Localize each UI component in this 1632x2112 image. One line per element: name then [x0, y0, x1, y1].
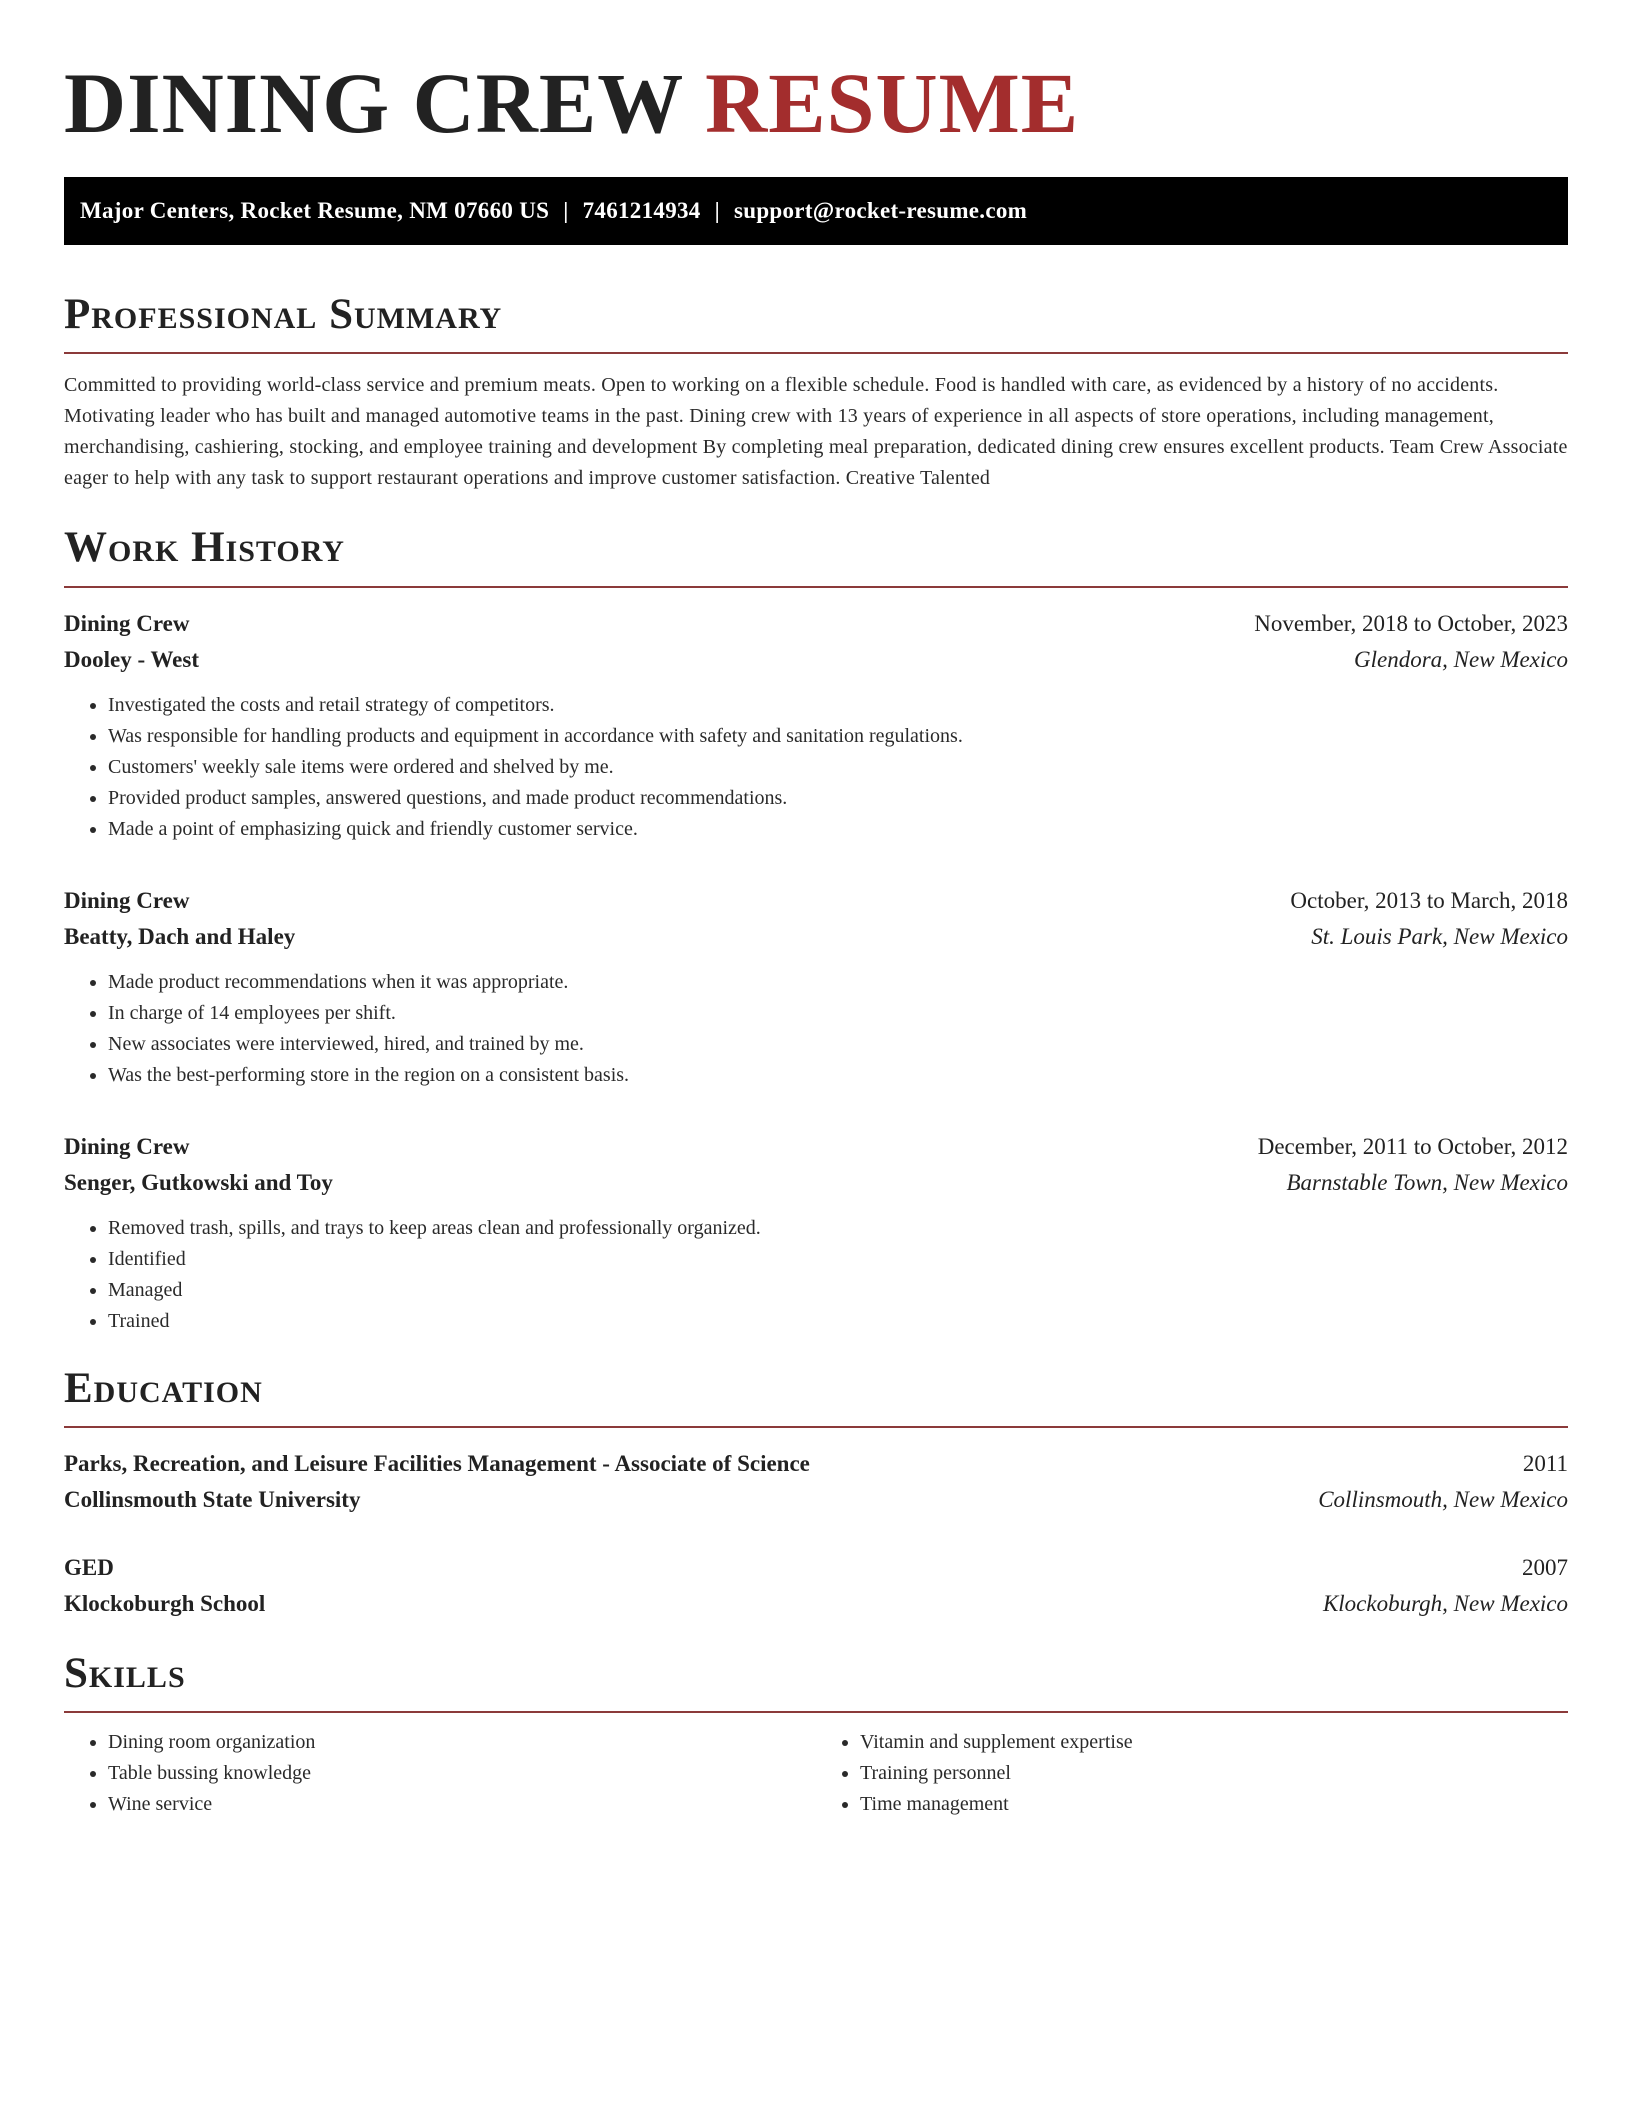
job-dates: October, 2013 to March, 2018 [1290, 887, 1568, 913]
job-dates: November, 2018 to October, 2023 [1254, 610, 1568, 636]
education-school-row [64, 1482, 1568, 1518]
job-title: Dining Crew [64, 610, 190, 636]
job-company: Senger, Gutkowski and Toy [64, 1169, 333, 1195]
job-title-row [64, 606, 1568, 642]
contact-phone: 7461214934 [582, 198, 701, 224]
title-accent: RESUME [705, 55, 1080, 151]
skills-column-left [64, 1727, 816, 1820]
education-degree-row [64, 1550, 1568, 1586]
education-year: 2011 [1522, 1451, 1568, 1477]
job-bullets [64, 1213, 1568, 1337]
list-item: • Was the best-performing store in the region on a consistent basis. [108, 1060, 1568, 1091]
skills-grid [64, 1727, 1568, 1820]
work-history-heading: Work History [64, 524, 1568, 587]
education-school-row [64, 1586, 1568, 1622]
list-item: • Was responsible for handling products and equipment in accordance with safety and sanitation regulations. [108, 721, 1568, 752]
job-company: Beatty, Dach and Haley [64, 923, 296, 949]
job-company: Dooley - West [64, 646, 200, 672]
skill-item: • Training personnel [860, 1758, 1568, 1789]
education-entry [64, 1446, 1568, 1518]
list-item: • Identified [108, 1244, 1568, 1275]
job-location: Glendora, New Mexico [1354, 646, 1568, 672]
skill-item: • Vitamin and supplement expertise [860, 1727, 1568, 1758]
list-item: • Made product recommendations when it was appropriate. [108, 967, 1568, 998]
education-degree: GED [64, 1555, 114, 1581]
job-title: Dining Crew [64, 887, 190, 913]
list-item: • Customers' weekly sale items were ordered and shelved by me. [108, 752, 1568, 783]
list-item: • Investigated the costs and retail strategy of competitors. [108, 690, 1568, 721]
skill-item: • Wine service [108, 1789, 816, 1820]
education-school: Klockoburgh School [64, 1591, 266, 1617]
job-company-row [64, 642, 1568, 678]
resume-title [64, 52, 1568, 155]
skill-item: • Table bussing knowledge [108, 1758, 816, 1789]
contact-separator: | [563, 198, 569, 224]
contact-bar [64, 177, 1568, 245]
education-entry [64, 1550, 1568, 1622]
job-title-row [64, 883, 1568, 919]
skills-heading: Skills [64, 1650, 1568, 1713]
job-entry [64, 606, 1568, 845]
summary-heading: Professional Summary [64, 291, 1568, 354]
skill-item: • Time management [860, 1789, 1568, 1820]
list-item: • In charge of 14 employees per shift. [108, 998, 1568, 1029]
job-dates: December, 2011 to October, 2012 [1257, 1133, 1568, 1159]
job-bullets [64, 690, 1568, 845]
job-company-row [64, 919, 1568, 955]
skills-column-right [816, 1727, 1568, 1820]
job-location: St. Louis Park, New Mexico [1311, 923, 1568, 949]
job-entry [64, 883, 1568, 1091]
education-location: Collinsmouth, New Mexico [1318, 1487, 1568, 1513]
job-title-row [64, 1129, 1568, 1165]
education-school: Collinsmouth State University [64, 1487, 361, 1513]
list-item: • Provided product samples, answered questions, and made product recommendations. [108, 783, 1568, 814]
list-item: • Trained [108, 1306, 1568, 1337]
list-item: • Made a point of emphasizing quick and friendly customer service. [108, 814, 1568, 845]
education-year: 2007 [1522, 1555, 1568, 1581]
education-location: Klockoburgh, New Mexico [1322, 1591, 1568, 1617]
education-degree: Parks, Recreation, and Leisure Facilities Management - Associate of Science [64, 1451, 810, 1477]
contact-address: Major Centers, Rocket Resume, NM 07660 US [80, 198, 550, 224]
list-item: • New associates were interviewed, hired, and trained by me. [108, 1029, 1568, 1060]
title-name: DINING CREW [64, 55, 683, 151]
skill-item: • Dining room organization [108, 1727, 816, 1758]
contact-email: support@rocket-resume.com [733, 198, 1028, 224]
list-item: • Managed [108, 1275, 1568, 1306]
list-item: • Removed trash, spills, and trays to keep areas clean and professionally organized. [108, 1213, 1568, 1244]
job-title: Dining Crew [64, 1133, 190, 1159]
contact-separator: | [714, 198, 720, 224]
summary-text: Committed to providing world-class service and premium meats. Open to working on a flexible schedule. Food is handled with care, as evidenced by a history of no accidents. Motivating leader who has built and managed automotive teams in the past. Dining crew with 13 years of experience in all aspects of store operations, including management, merchandising, cashiering, stocking, and employee training and development By completing meal preparation, dedicated dining crew ensures excellent products. Team Crew Associate eager to help with any task to support restaurant operations and improve customer satisfaction. Creative Talented [64, 374, 1568, 490]
job-location: Barnstable Town, New Mexico [1286, 1169, 1568, 1195]
education-heading: Education [64, 1365, 1568, 1428]
education-degree-row [64, 1446, 1568, 1482]
job-entry [64, 1129, 1568, 1337]
job-bullets [64, 967, 1568, 1091]
job-company-row [64, 1165, 1568, 1201]
